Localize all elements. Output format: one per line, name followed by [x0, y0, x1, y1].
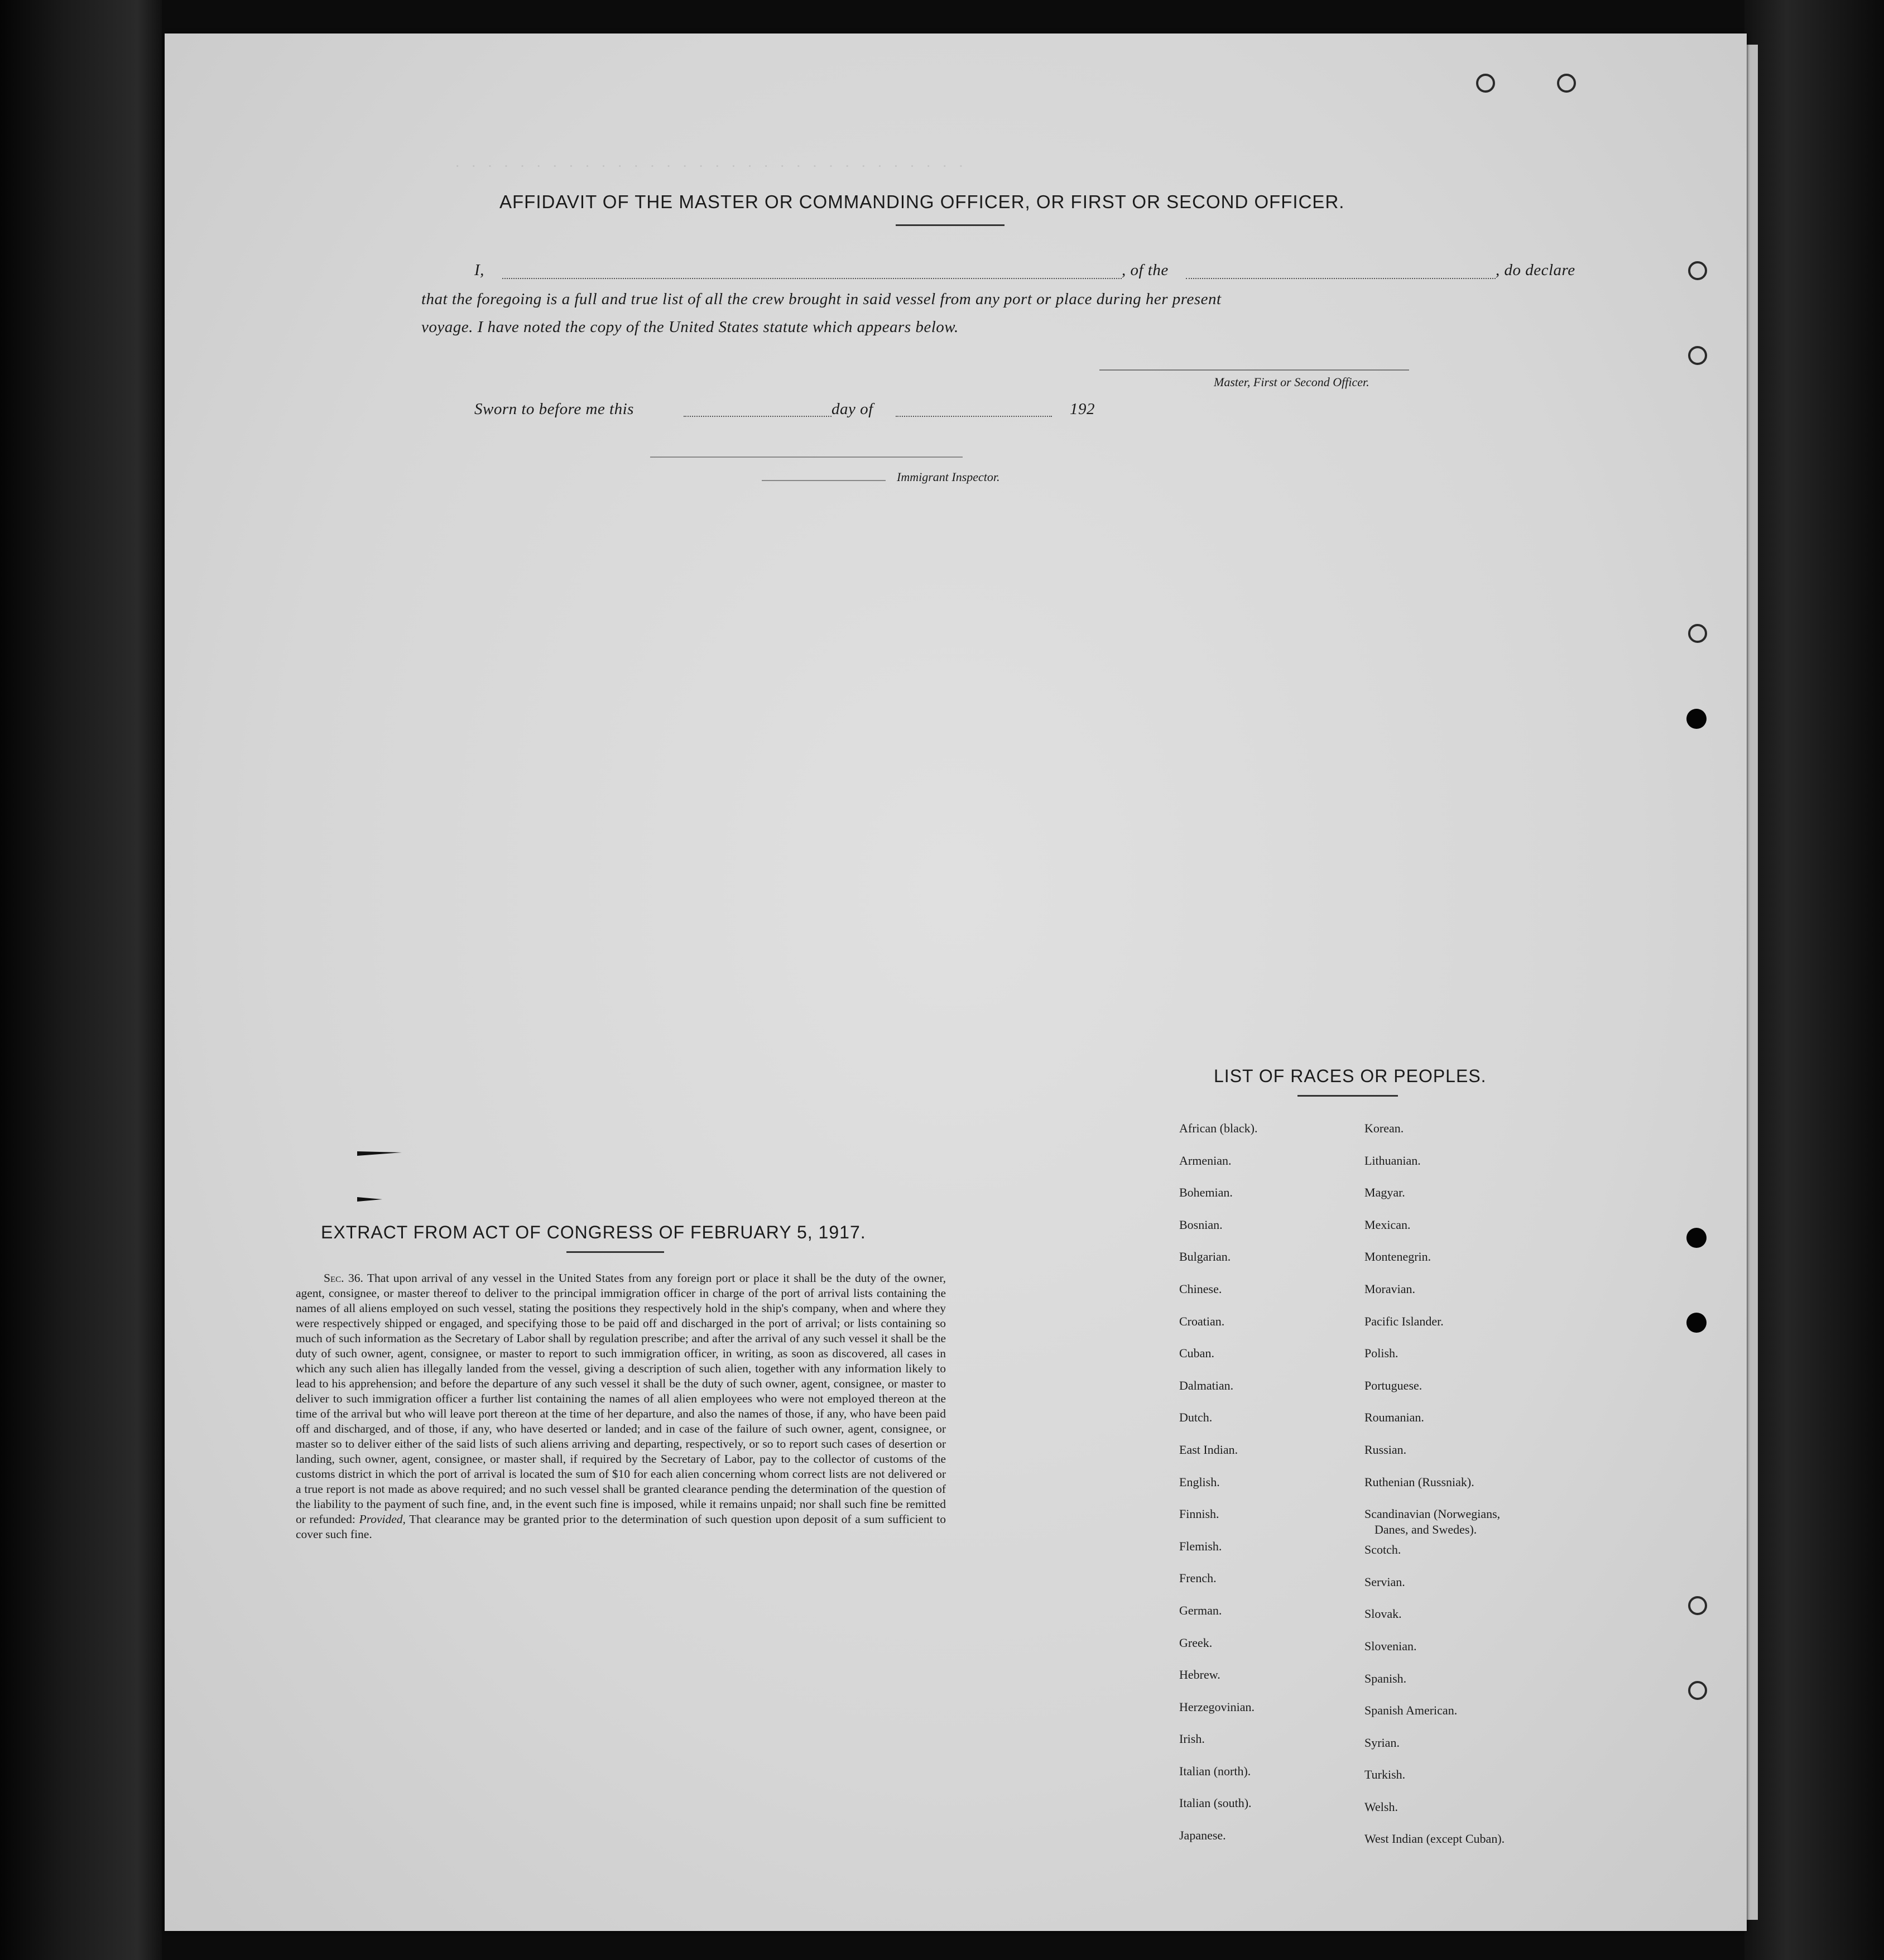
master-name-line[interactable]	[502, 278, 1122, 279]
punch-hole-icon	[1686, 1228, 1707, 1248]
race-item: East Indian.	[1179, 1442, 1238, 1457]
scan-border-right	[1744, 0, 1884, 1960]
race-item: English.	[1179, 1474, 1220, 1489]
extract-section-text: That upon arrival of any vessel in the United States from any foreign port or place it shall be the duty of the owner, agent, consignee, or master thereof to deliver to the principal immigration officer in charge of the port of arrival lists containing the names of all aliens employed on such vessel, stating the positions they respectively hold in the ship's company, when and where they were respectively shipped or engaged, and specifying those to be paid off and discharged in the port of arrival; or lists containing so much of such information as the Secretary of Labor shall by regulation prescribe; and after the arrival of any such vessel it shall be the duty of such owner, agent, consignee, or master to report to such immigration officer, in writing, as soon as discovered, all cases in which any such alien has illegally landed from the vessel, giving a description of such alien, together with any information likely to lead to his apprehension; and before the departure of any such vessel it shall be the duty of such owner, agent, consignee, or master to deliver to such immigration officer a further list containing the names of all alien employees who were not employed thereon at the time of the arrival but who will leave port thereon at the time of her departure, and also the names of those, if any, who have been paid off and discharged, and of those, if any, who have deserted or landed; and in case of the failure of such owner, agent, consignee, or master so to deliver either of the said lists of such aliens arriving and departing, respectively, or so to report such cases of desertion or landing, such owner, agent, consignee, or master shall, if required by the Secretary of Labor, pay to the collector of customs of the customs district in which the port of arrival is located the sum of $10 for each alien concerning whom correct lists are not delivered or a true report is not made as above required; and no such vessel shall be granted clearance pending the determination of the question of the liability to the payment of such fine, and, in the event such fine is imposed, while it remains unpaid; nor shall such fine be remitted or refunded:	[296, 1271, 946, 1526]
margin-arrow-marks	[354, 1141, 421, 1214]
inspector-name-line[interactable]	[762, 480, 886, 481]
race-item: Turkish.	[1364, 1767, 1406, 1782]
race-item: Spanish American.	[1364, 1703, 1458, 1718]
race-item: French.	[1179, 1571, 1217, 1586]
affidavit-of-the: , of the	[1122, 261, 1169, 279]
affidavit-title-rule	[896, 224, 1005, 226]
races-title: LIST OF RACES OR PEOPLES.	[1214, 1066, 1487, 1086]
race-item: Dutch.	[1179, 1410, 1213, 1425]
race-item: Irish.	[1179, 1732, 1205, 1746]
race-item: Italian (south).	[1179, 1796, 1252, 1810]
race-item: Bulgarian.	[1179, 1250, 1231, 1264]
top-hole-icon	[1557, 74, 1576, 93]
race-item-scandinavian	[1364, 1506, 1505, 1542]
race-item: African (black).	[1179, 1121, 1258, 1135]
extract-body	[296, 1271, 946, 1542]
affidavit-statute-line: voyage. I have noted the copy of the United States statute which appears below.	[421, 318, 959, 336]
affidavit-title: AFFIDAVIT OF THE MASTER OR COMMANDING OFFICER, OR FIRST OR SECOND OFFICER.	[499, 191, 1345, 212]
races-title-rule	[1297, 1095, 1398, 1097]
races-column-left	[1179, 1121, 1257, 1860]
race-item: Mexican.	[1364, 1217, 1411, 1232]
affidavit-do-declare: , do declare	[1496, 261, 1575, 279]
race-item-line2: Danes, and Swedes).	[1374, 1522, 1477, 1537]
race-item: Russian.	[1364, 1442, 1407, 1457]
race-item: West Indian (except Cuban).	[1364, 1832, 1505, 1846]
punch-hole-icon	[1688, 624, 1707, 643]
race-item: Pacific Islander.	[1364, 1314, 1444, 1328]
race-item: Magyar.	[1364, 1185, 1405, 1200]
race-item: Syrian.	[1364, 1735, 1400, 1750]
race-item: Scotch.	[1364, 1543, 1401, 1557]
race-item: Korean.	[1364, 1121, 1404, 1135]
scan-border-left	[0, 0, 162, 1960]
race-item-line1: Scandinavian (Norwegians,	[1364, 1507, 1501, 1521]
top-hole-icon	[1476, 74, 1495, 93]
race-item: Hebrew.	[1179, 1668, 1220, 1682]
race-item: Japanese.	[1179, 1828, 1226, 1843]
race-item: Lithuanian.	[1364, 1153, 1421, 1168]
vessel-name-line[interactable]	[1186, 278, 1496, 279]
sworn-day-line[interactable]	[684, 416, 832, 417]
race-item: Spanish.	[1364, 1671, 1407, 1685]
race-item: Moravian.	[1364, 1281, 1416, 1296]
races-column-right	[1364, 1121, 1505, 1863]
affidavit-statement-line: that the foregoing is a full and true list of all the crew brought in said vessel from any port or place during her present	[421, 290, 1222, 308]
inspector-caption: Immigrant Inspector.	[897, 470, 1000, 484]
race-item: Bohemian.	[1179, 1185, 1233, 1200]
affidavit-i: I,	[474, 261, 484, 279]
sworn-month-line[interactable]	[896, 416, 1052, 417]
race-item: Polish.	[1364, 1346, 1398, 1361]
officer-signature-line[interactable]	[1099, 369, 1409, 371]
race-item: Herzegovinian.	[1179, 1699, 1255, 1714]
race-item: Slovak.	[1364, 1607, 1402, 1621]
race-item: Croatian.	[1179, 1314, 1225, 1328]
sworn-text: Sworn to before me this	[474, 400, 634, 418]
punch-hole-icon	[1688, 1681, 1707, 1700]
race-item: Cuban.	[1179, 1346, 1214, 1361]
signature-caption: Master, First or Second Officer.	[1214, 375, 1369, 389]
race-item: Portuguese.	[1364, 1378, 1422, 1392]
race-item: German.	[1179, 1603, 1222, 1617]
day-of-text: day of	[832, 400, 873, 418]
extract-title-rule	[566, 1251, 664, 1253]
extract-section-number: Sec. 36.	[324, 1271, 363, 1285]
extract-provided: Provided,	[359, 1512, 406, 1526]
punch-hole-icon	[1688, 1596, 1707, 1615]
race-item: Servian.	[1364, 1574, 1405, 1589]
race-item: Armenian.	[1179, 1153, 1232, 1168]
document-page	[165, 33, 1747, 1931]
punch-hole-icon	[1686, 709, 1707, 729]
race-item: Dalmatian.	[1179, 1378, 1234, 1392]
race-item: Flemish.	[1179, 1539, 1222, 1553]
inspector-signature-line[interactable]	[650, 457, 963, 458]
year-prefix: 192	[1070, 400, 1095, 418]
punch-hole-icon	[1688, 346, 1707, 365]
bleed-through-text: · · · · · · · · · · · · · · · · · · · · · · · · · · · · · · · ·	[455, 156, 967, 174]
race-item: Montenegrin.	[1364, 1250, 1431, 1264]
race-item: Welsh.	[1364, 1799, 1398, 1814]
race-item: Italian (north).	[1179, 1764, 1251, 1778]
race-item: Chinese.	[1179, 1281, 1222, 1296]
race-item: Finnish.	[1179, 1507, 1219, 1521]
extract-ending: That clearance may be granted prior to the determination of such question upon deposit of a sum sufficient to cover such fine.	[296, 1512, 946, 1541]
race-item: Ruthenian (Russniak).	[1364, 1474, 1474, 1489]
race-item: Slovenian.	[1364, 1639, 1417, 1653]
race-item: Bosnian.	[1179, 1217, 1223, 1232]
race-item: Greek.	[1179, 1635, 1213, 1650]
punch-hole-icon	[1688, 261, 1707, 280]
race-item: Roumanian.	[1364, 1410, 1424, 1425]
extract-title: EXTRACT FROM ACT OF CONGRESS OF FEBRUARY 5, 1917.	[321, 1222, 866, 1242]
punch-hole-icon	[1686, 1313, 1707, 1333]
